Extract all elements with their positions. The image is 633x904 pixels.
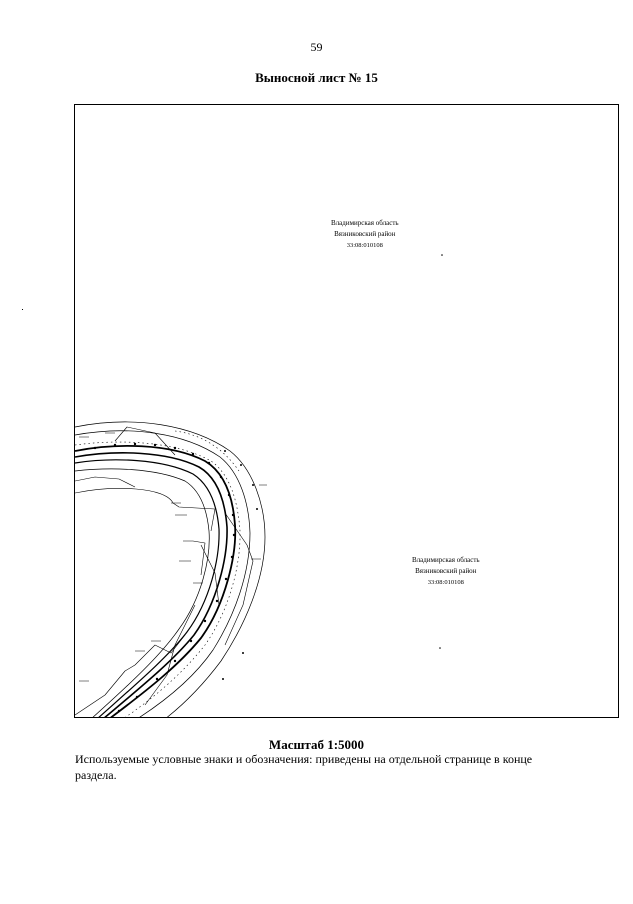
- cadastral-quarter: 33:08:010108: [346, 242, 383, 249]
- parcel-boundary-1: [75, 488, 215, 531]
- region-name: Владимирская область: [412, 556, 480, 564]
- scale-label: Масштаб 1:5000: [268, 737, 365, 752]
- region-name: Владимирская область: [331, 219, 399, 227]
- contour-outer-2: [75, 422, 265, 718]
- district-name: Вязниковский район: [334, 230, 396, 238]
- sheet-title: Выносной лист № 15: [255, 70, 378, 85]
- river-bank-inner: [75, 453, 227, 718]
- survey-points: [94, 254, 443, 712]
- parcel-boundary-8: [145, 605, 195, 705]
- parcel-boundary-9: [75, 477, 135, 487]
- cadastral-quarter: 33:08:010108: [427, 579, 464, 586]
- page-number: 59: [310, 40, 323, 54]
- legend-note: Используемые условные знаки и обозначения: приведены на отдельной странице в конце раздела.: [75, 752, 533, 782]
- region-label-lower: [412, 555, 480, 588]
- contour-inner-1: [75, 469, 209, 718]
- parcel-boundary-7: [75, 665, 135, 715]
- map-frame[interactable]: [74, 104, 619, 718]
- river-bank-third: [75, 460, 219, 718]
- parcel-boundary-2: [115, 427, 175, 455]
- cadastral-map-drawing: [75, 105, 619, 718]
- scan-speck: [22, 309, 23, 310]
- parcel-boundary-5: [193, 541, 205, 575]
- parcel-boundary-3: [225, 513, 253, 645]
- region-label-upper: [331, 218, 399, 251]
- district-name: Вязниковский район: [415, 567, 477, 575]
